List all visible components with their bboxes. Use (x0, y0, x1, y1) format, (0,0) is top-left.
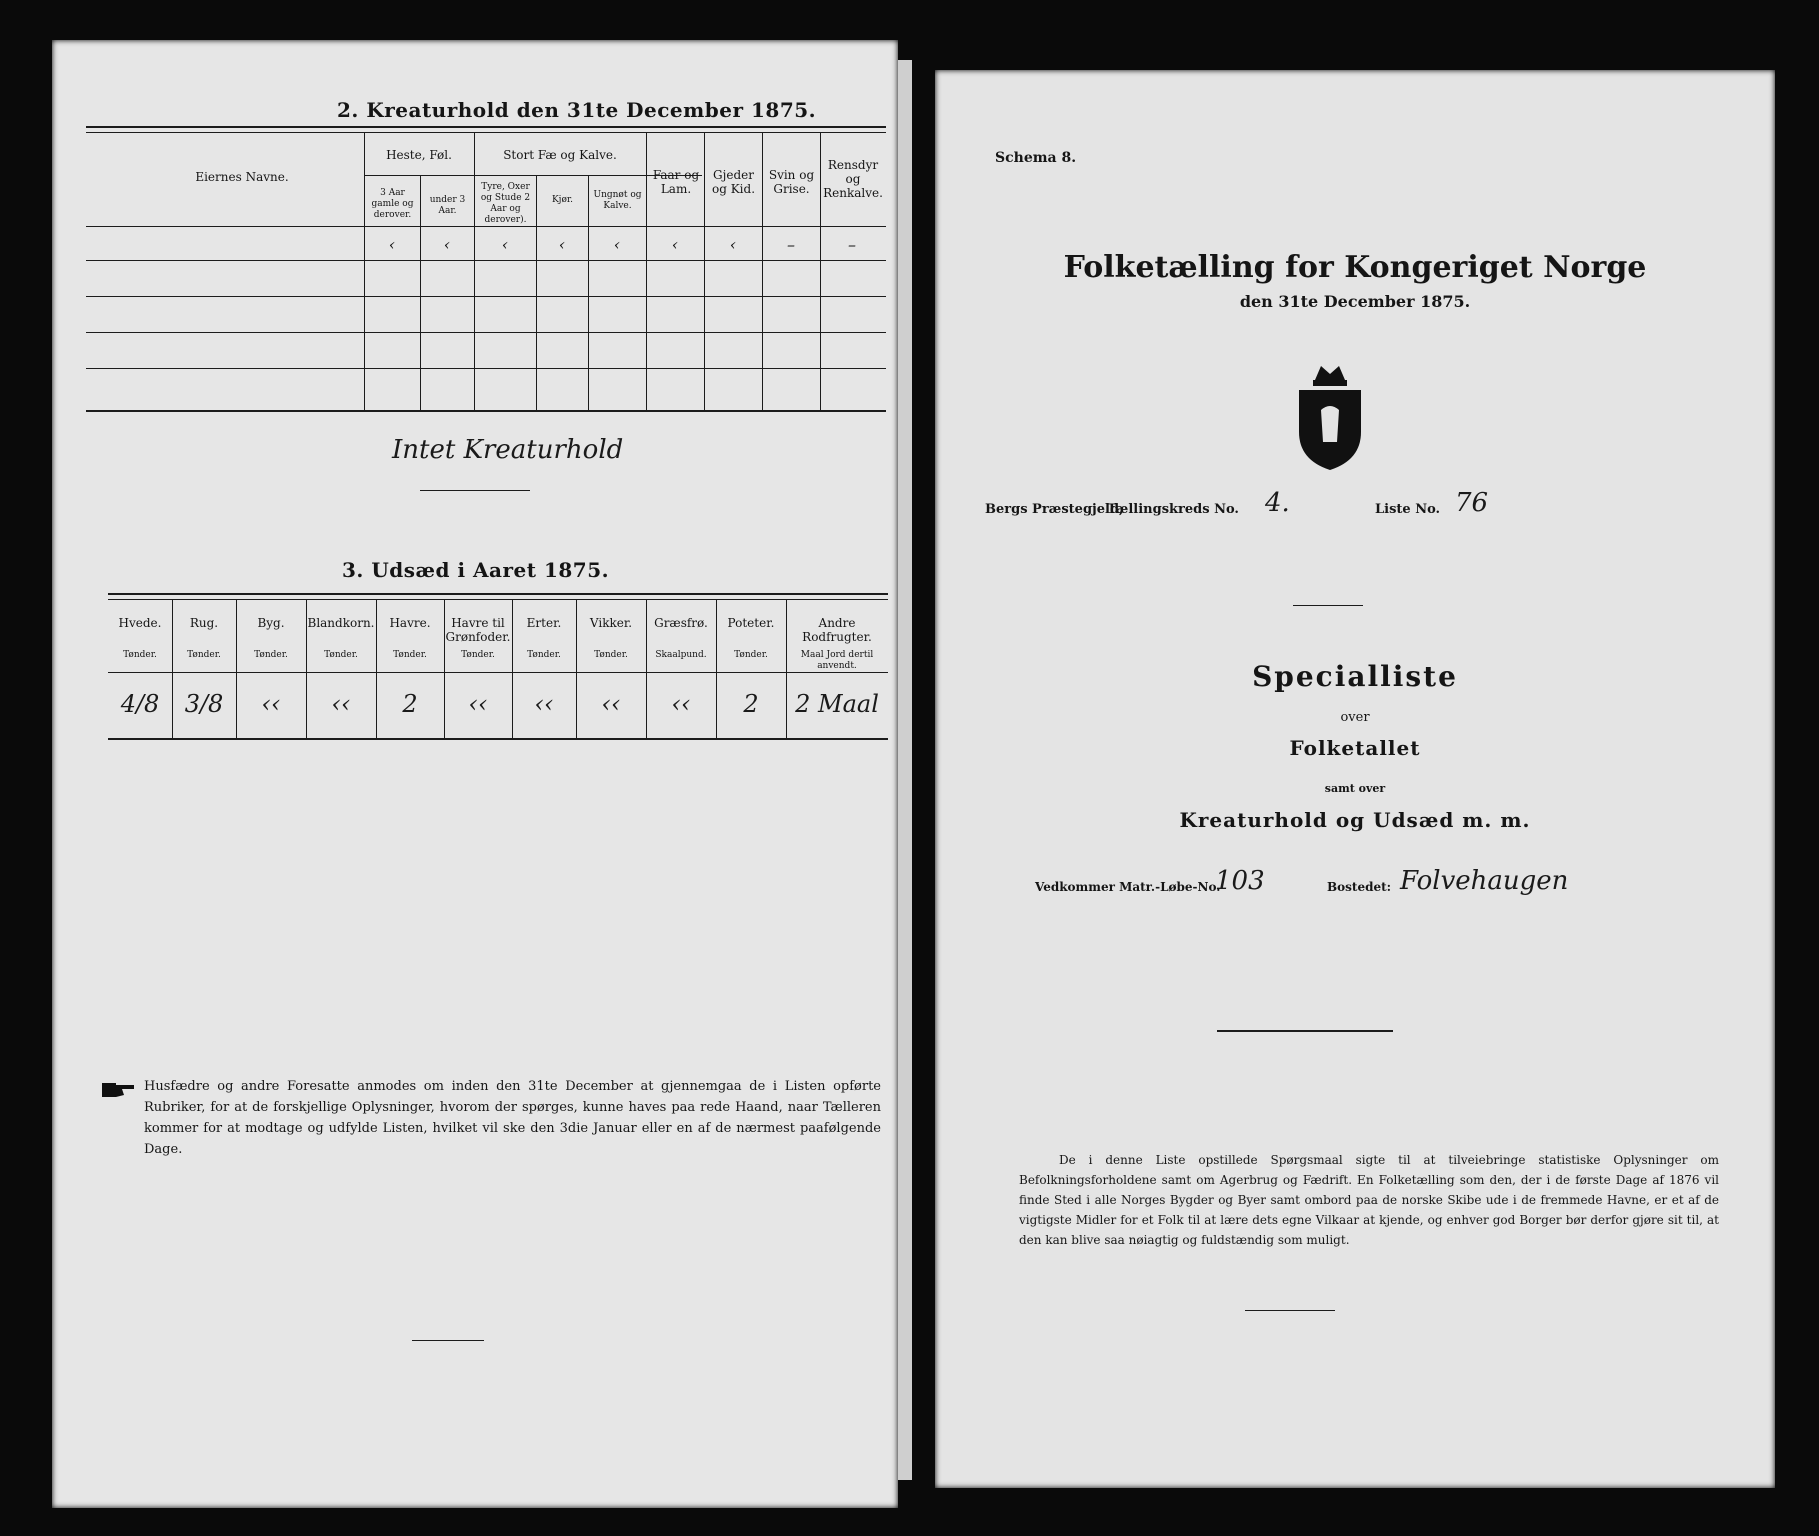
udsaed-col-name: Byg. (257, 616, 285, 630)
gjeder-header: Gjeder og Kid. (711, 168, 756, 196)
udsaed-col-name: Blandkorn. (307, 616, 375, 630)
udsaed-value: ‹‹ (601, 690, 621, 718)
row-mark: ‹ (729, 235, 737, 254)
pointing-hand-icon (102, 1080, 136, 1100)
row-mark: ‹ (558, 235, 566, 254)
udsaed-col-unit: Tønder. (594, 650, 628, 660)
row-mark: ‹ (388, 235, 396, 254)
row-mark: ‹ (613, 235, 621, 254)
table3-top-rule2 (108, 599, 888, 600)
udsaed-value: 2 Maal (795, 690, 879, 718)
right-page (935, 70, 1775, 1488)
table2-row-rule (86, 260, 886, 261)
section2-title: 2. Kreaturhold den 31te December 1875. (337, 98, 817, 122)
census-subtitle: den 31te December 1875. (1239, 292, 1471, 311)
bosted-value: Folvehaugen (1400, 866, 1569, 896)
row-mark: – (848, 235, 856, 254)
stortfae-sub2: Kjør. (551, 195, 574, 205)
heste-sub-rule (364, 175, 512, 176)
row-mark: ‹ (443, 235, 451, 254)
svin-header: Svin og Grise. (768, 168, 815, 196)
udsaed-value: ‹‹ (261, 690, 281, 718)
matr-value: 103 (1215, 866, 1265, 896)
matr-label: Vedkommer Matr.-Løbe-No. (1035, 880, 1221, 894)
census-title: Folketælling for Kongeriget Norge (1063, 250, 1647, 285)
udsaed-col-unit: Maal Jord dertil anvendt. (800, 650, 874, 671)
kreatur-label: Kreaturhold og Udsæd m. m. (1179, 808, 1531, 832)
divider (1245, 1310, 1335, 1311)
table2-top-rule (86, 126, 886, 128)
udsaed-col-unit: Tønder. (734, 650, 768, 660)
row-mark: – (787, 235, 795, 254)
udsaed-col-unit: Tønder. (324, 650, 358, 660)
table2-top-rule2 (86, 132, 886, 133)
divider (1217, 1030, 1393, 1032)
stortfae-header: Stort Fæ og Kalve. (503, 148, 617, 162)
left-page (52, 40, 898, 1508)
udsaed-value: 4/8 (120, 690, 160, 718)
stortfae-sub1: Tyre, Oxer og Stude 2 Aar og derover). (480, 182, 531, 225)
parish-label: Bergs Præstegjeld, (985, 502, 1124, 517)
footer-text: De i denne Liste opstillede Spørgsmaal sigte til at tilveiebringe statistiske Oplysninger om Befolkningsforholdene samt om Agerbrug og Fædrift. En Folketælling som den, der i de første Dage af 1876 vil finde Sted i alle Norges Bygder og Byer samt ombord paa de norske Skibe ude i de fremmede Havne, er et af de vigtigste Midler for et Folk til at lære dets egne Vilkaar at kjende, og enhver god Borger bør derfor gjøre sit til, at den kan blive saa nøiagtig og fuldstændig som muligt. (1019, 1153, 1719, 1247)
table2-bottom-rule (86, 410, 886, 412)
divider (420, 490, 530, 491)
udsaed-value: ‹‹ (534, 690, 554, 718)
heste-header: Heste, Føl. (386, 148, 452, 162)
udsaed-col-name: Hvede. (118, 616, 162, 630)
udsaed-col-unit: Tønder. (527, 650, 561, 660)
udsaed-col-name: Græsfrø. (654, 616, 708, 630)
rensdyr-header: Rensdyr og Renkalve. (823, 158, 883, 200)
udsaed-col-unit: Skaalpund. (655, 650, 707, 660)
row-mark: ‹ (501, 235, 509, 254)
table3-header-rule (108, 672, 888, 673)
udsaed-col-name: Rug. (189, 616, 219, 630)
heste-sub2: under 3 Aar. (429, 195, 466, 216)
notice-text: Husfædre og andre Foresatte anmodes om inden den 31te December at gjennemgaa de i Listen opførte Rubriker, for at de forskjellige Oplysninger, hvorom der spørges, kunne haves paa rede Haand, naar Tælleren kommer for at modtage og udfylde Listen, hvilket vil ske den 3die Januar eller en af de nærmest paafølgende Dage. (144, 1079, 881, 1157)
table3-top-rule (108, 593, 888, 595)
col-line (536, 175, 537, 410)
udsaed-col-name: Erter. (526, 616, 562, 630)
district-label: Tællingskreds No. (1107, 502, 1239, 517)
divider (412, 1340, 484, 1341)
table2-header-rule (86, 226, 886, 227)
udsaed-col-unit: Tønder. (254, 650, 288, 660)
district-value: 4. (1265, 488, 1290, 518)
row-mark: ‹ (671, 235, 679, 254)
list-value: 76 (1455, 488, 1489, 518)
bosted-label: Bostedet: (1327, 880, 1392, 894)
udsaed-col-unit: Tønder. (461, 650, 495, 660)
page-gutter (898, 60, 912, 1480)
table2-row-rule (86, 368, 886, 369)
udsaed-col-unit: Tønder. (393, 650, 427, 660)
handwritten-note: Intet Kreaturhold (392, 435, 624, 465)
schema-label: Schema 8. (995, 150, 1077, 166)
folketallet-label: Folketallet (1289, 736, 1421, 760)
udsaed-value: ‹‹ (331, 690, 351, 718)
special-list-title: Specialliste (1252, 660, 1458, 693)
udsaed-col-unit: Tønder. (187, 650, 221, 660)
udsaed-value: 2 (743, 690, 759, 718)
coat-of-arms-icon (1295, 362, 1365, 472)
udsaed-col-name: Havre. (389, 616, 431, 630)
table2-row-rule (86, 332, 886, 333)
section3-title: 3. Udsæd i Aaret 1875. (342, 558, 610, 582)
col-line (646, 132, 647, 410)
udsaed-value: ‹‹ (468, 690, 488, 718)
heste-sub1: 3 Aar gamle og derover. (371, 188, 414, 220)
owner-header: Eiernes Navne. (195, 170, 289, 184)
udsaed-col-name: Andre Rodfrugter. (802, 616, 872, 644)
col-line (364, 132, 365, 410)
stortfae-sub3: Ungnøt og Kalve. (593, 190, 642, 211)
udsaed-value: 3/8 (184, 690, 224, 718)
col-line (474, 132, 475, 410)
udsaed-col-name: Poteter. (727, 616, 775, 630)
udsaed-col-name: Havre til Grønfoder. (445, 616, 511, 644)
divider (1293, 605, 1363, 606)
udsaed-value: 2 (402, 690, 418, 718)
faar-header: Faar og Lam. (652, 168, 700, 196)
table2-row-rule (86, 296, 886, 297)
list-label: Liste No. (1375, 502, 1441, 517)
samt-over-label: samt over (1324, 782, 1386, 795)
udsaed-col-name: Vikker. (589, 616, 633, 630)
over-label: over (1340, 710, 1370, 725)
udsaed-value: ‹‹ (671, 690, 691, 718)
udsaed-col-unit: Tønder. (123, 650, 157, 660)
table3-bottom-rule (108, 738, 888, 740)
